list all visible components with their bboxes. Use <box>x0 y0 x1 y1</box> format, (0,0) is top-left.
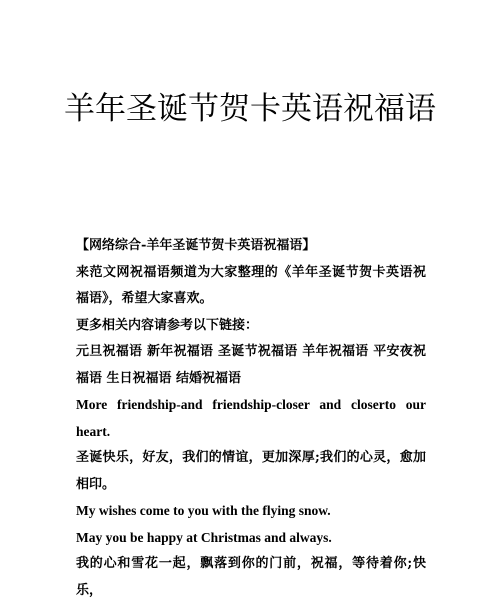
english-greeting-1: More friendship-and friendship-closer and closerto our heart. <box>76 397 426 439</box>
source-tag-paragraph: 【网络综合-羊年圣诞节贺卡英语祝福语】 <box>76 238 316 253</box>
related-links[interactable]: 元旦祝福语 新年祝福语 圣诞节祝福语 羊年祝福语 平安夜祝福语 生日祝福语 结婚祝福语 <box>76 344 426 386</box>
intro-paragraph: 来范文网祝福语频道为大家整理的《羊年圣诞节贺卡英语祝福语》，希望大家喜欢。 <box>76 264 426 306</box>
chinese-greeting-1: 圣诞快乐，好友，我们的情谊，更加深厚;我们的心灵，愈加相印。 <box>76 450 426 492</box>
document-title: 羊年圣诞节贺卡英语祝福语 <box>64 91 436 127</box>
links-heading: 更多相关内容请参考以下链接： <box>76 317 259 333</box>
english-greeting-3: May you be happy at Christmas and always. <box>76 529 332 545</box>
english-greeting-2: My wishes come to you with the flying snow. <box>76 503 331 518</box>
document-body <box>76 233 426 604</box>
chinese-greeting-2: 我的心和雪花一起，飘落到你的门前，祝福，等待着你;快乐， <box>76 556 426 598</box>
